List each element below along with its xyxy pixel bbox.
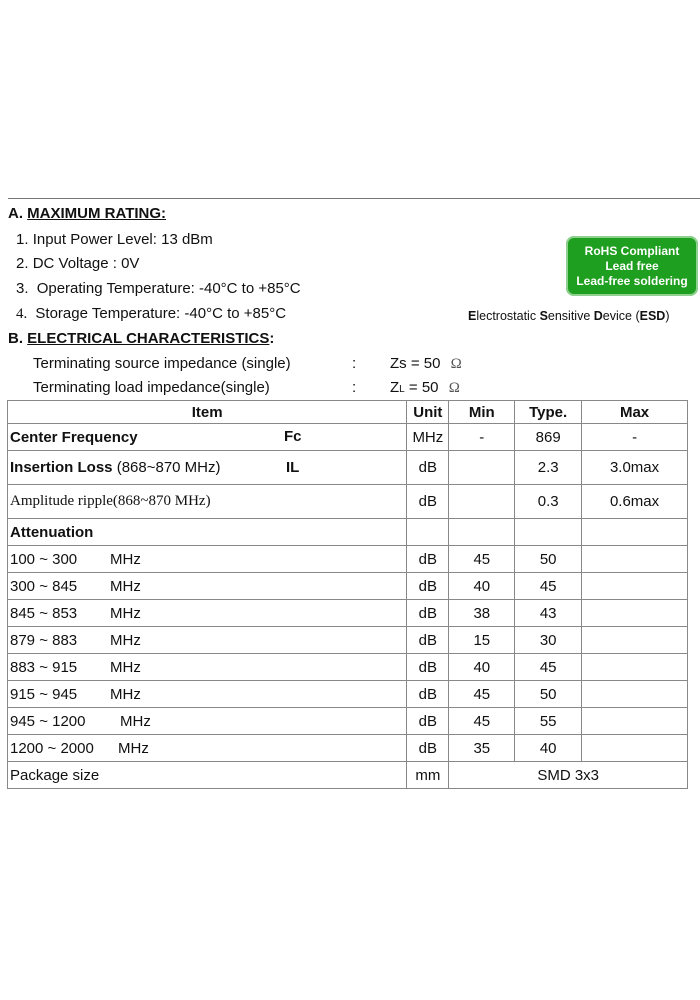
cell-item (8, 451, 407, 485)
rohs-line-2: Lead free (605, 258, 659, 273)
header-unit: Unit (407, 401, 449, 424)
cell-item (8, 573, 407, 600)
cell-min: 15 (449, 627, 515, 654)
amplitude-ripple-label: Amplitude ripple(868~870 MHz) (8, 485, 407, 519)
attenuation-range: 1200 ~ 2000 (10, 739, 94, 757)
cell-min (449, 451, 515, 485)
cell-unit: mm (407, 762, 449, 789)
cell-item (8, 735, 407, 762)
cell-max (582, 600, 688, 627)
cell-min: - (449, 424, 515, 451)
rating-text: DC Voltage : 0V (32, 255, 140, 272)
center-frequency-symbol: Fc (284, 428, 302, 445)
cell-unit: dB (407, 735, 449, 762)
cell-typ (515, 519, 582, 546)
rohs-badge (566, 236, 698, 296)
table-row-center-frequency (8, 424, 688, 451)
cell-min: 38 (449, 600, 515, 627)
load-symbol-sub: L (399, 384, 405, 395)
esd-text: ) (665, 309, 670, 323)
cell-min (449, 519, 515, 546)
table-row (8, 546, 688, 573)
package-size-value: SMD 3x3 (449, 762, 688, 789)
cell-typ: 45 (515, 654, 582, 681)
cell-unit: dB (407, 627, 449, 654)
insertion-loss-range: (868~870 MHz) (112, 459, 221, 476)
cell-unit: dB (407, 600, 449, 627)
esd-letter: E (468, 309, 477, 323)
attenuation-mhz: MHz (110, 604, 141, 622)
cell-max: 0.6max (582, 485, 688, 519)
cell-max (582, 654, 688, 681)
esd-notice (468, 309, 670, 323)
section-b-heading (8, 330, 274, 347)
cell-item (8, 654, 407, 681)
esd-letter: S (539, 309, 548, 323)
cell-typ: 40 (515, 735, 582, 762)
cell-typ: 45 (515, 573, 582, 600)
source-impedance-value (390, 355, 462, 373)
section-b-title: ELECTRICAL CHARACTERISTICS (27, 330, 270, 347)
rating-item-2 (16, 255, 139, 272)
cell-unit: dB (407, 546, 449, 573)
rating-text: Operating Temperature: -40°C to +85°C (36, 280, 301, 297)
table-row (8, 708, 688, 735)
source-impedance-label: Terminating source impedance (single) (33, 355, 291, 372)
cell-min: 40 (449, 654, 515, 681)
cell-unit: dB (407, 681, 449, 708)
load-impedance-sep: : (352, 379, 357, 396)
cell-item (8, 681, 407, 708)
esd-text: evice ( (602, 309, 640, 323)
load-value: = 50 (408, 379, 439, 396)
rating-num: 2. (16, 255, 29, 272)
table-row-insertion-loss (8, 451, 688, 485)
cell-typ: 2.3 (515, 451, 582, 485)
section-b-colon: : (269, 330, 275, 347)
rating-num: 1. (16, 231, 29, 248)
cell-max (582, 681, 688, 708)
cell-item (8, 546, 407, 573)
package-size-label: Package size (8, 762, 407, 789)
source-value: = 50 (410, 355, 441, 372)
attenuation-range: 915 ~ 945 (10, 685, 78, 703)
cell-min: 40 (449, 573, 515, 600)
cell-item (8, 708, 407, 735)
ohm-icon: Ω (448, 380, 460, 396)
attenuation-label: Attenuation (8, 519, 407, 546)
top-divider (8, 198, 700, 199)
rating-item-4 (16, 305, 286, 323)
attenuation-mhz: MHz (118, 739, 149, 757)
cell-unit (407, 519, 449, 546)
table-row-package-size (8, 762, 688, 789)
section-a-heading (8, 205, 166, 222)
esd-abbrev: ESD (639, 309, 666, 323)
table-header-row (8, 401, 688, 424)
cell-typ: 0.3 (515, 485, 582, 519)
cell-unit: dB (407, 485, 449, 519)
attenuation-range: 100 ~ 300 (10, 550, 78, 568)
cell-unit: dB (407, 708, 449, 735)
table-row (8, 573, 688, 600)
cell-unit: dB (407, 451, 449, 485)
center-frequency-label: Center Frequency (10, 428, 138, 446)
rating-num: 3. (16, 280, 29, 297)
table-row (8, 654, 688, 681)
insertion-loss-symbol: IL (286, 459, 300, 476)
cell-max (582, 708, 688, 735)
header-max: Max (582, 401, 688, 424)
cell-min: 45 (449, 681, 515, 708)
cell-max (582, 546, 688, 573)
source-impedance-sep: : (352, 355, 357, 372)
cell-typ: 869 (515, 424, 582, 451)
cell-item (8, 600, 407, 627)
attenuation-range: 300 ~ 845 (10, 577, 78, 595)
cell-unit: dB (407, 654, 449, 681)
cell-unit: dB (407, 573, 449, 600)
cell-max (582, 627, 688, 654)
table-row (8, 627, 688, 654)
table-row (8, 600, 688, 627)
esd-text: ensitive (547, 309, 594, 323)
section-a-label: A. (8, 205, 23, 222)
attenuation-mhz: MHz (120, 712, 151, 730)
attenuation-mhz: MHz (110, 685, 141, 703)
attenuation-mhz: MHz (110, 631, 141, 649)
section-a-title: MAXIMUM RATING: (27, 205, 167, 222)
load-symbol: Z (390, 379, 400, 396)
cell-typ: 55 (515, 708, 582, 735)
esd-letter: D (593, 309, 603, 323)
rohs-line-1: RoHS Compliant (584, 243, 680, 258)
cell-min: 45 (449, 546, 515, 573)
cell-min (449, 485, 515, 519)
source-symbol: Zs (390, 355, 407, 372)
cell-typ: 30 (515, 627, 582, 654)
cell-typ: 43 (515, 600, 582, 627)
ohm-icon: Ω (450, 356, 462, 372)
cell-typ: 50 (515, 681, 582, 708)
cell-item (8, 424, 407, 451)
cell-max: - (582, 424, 688, 451)
rating-item-1 (16, 231, 213, 248)
cell-max (582, 735, 688, 762)
header-typ: Type. (515, 401, 582, 424)
cell-min: 45 (449, 708, 515, 735)
rohs-line-3: Lead-free soldering (576, 273, 688, 288)
attenuation-mhz: MHz (110, 577, 141, 595)
table-row-amplitude-ripple (8, 485, 688, 519)
attenuation-range: 883 ~ 915 (10, 658, 78, 676)
attenuation-mhz: MHz (110, 658, 141, 676)
cell-min: 35 (449, 735, 515, 762)
header-min: Min (449, 401, 515, 424)
rating-num: 4. (16, 306, 28, 322)
rating-item-3 (16, 280, 301, 297)
load-impedance-value (390, 379, 460, 397)
attenuation-mhz: MHz (110, 550, 141, 568)
cell-typ: 50 (515, 546, 582, 573)
esd-text: lectrostatic (476, 309, 540, 323)
section-b-label: B. (8, 330, 23, 347)
table-row (8, 681, 688, 708)
table-row (8, 735, 688, 762)
load-impedance-label: Terminating load impedance(single) (33, 379, 270, 396)
table-row-attenuation-heading (8, 519, 688, 546)
cell-max: 3.0max (582, 451, 688, 485)
cell-max (582, 519, 688, 546)
cell-item (8, 627, 407, 654)
cell-max (582, 573, 688, 600)
rating-text: Input Power Level: 13 dBm (32, 231, 213, 248)
attenuation-range: 879 ~ 883 (10, 631, 78, 649)
spec-table (7, 400, 688, 789)
header-item: Item (8, 401, 407, 424)
attenuation-range: 945 ~ 1200 (10, 712, 86, 730)
cell-unit: MHz (407, 424, 449, 451)
insertion-loss-label: Insertion Loss (10, 459, 113, 476)
rating-text: Storage Temperature: -40°C to +85°C (35, 305, 287, 322)
attenuation-range: 845 ~ 853 (10, 604, 78, 622)
